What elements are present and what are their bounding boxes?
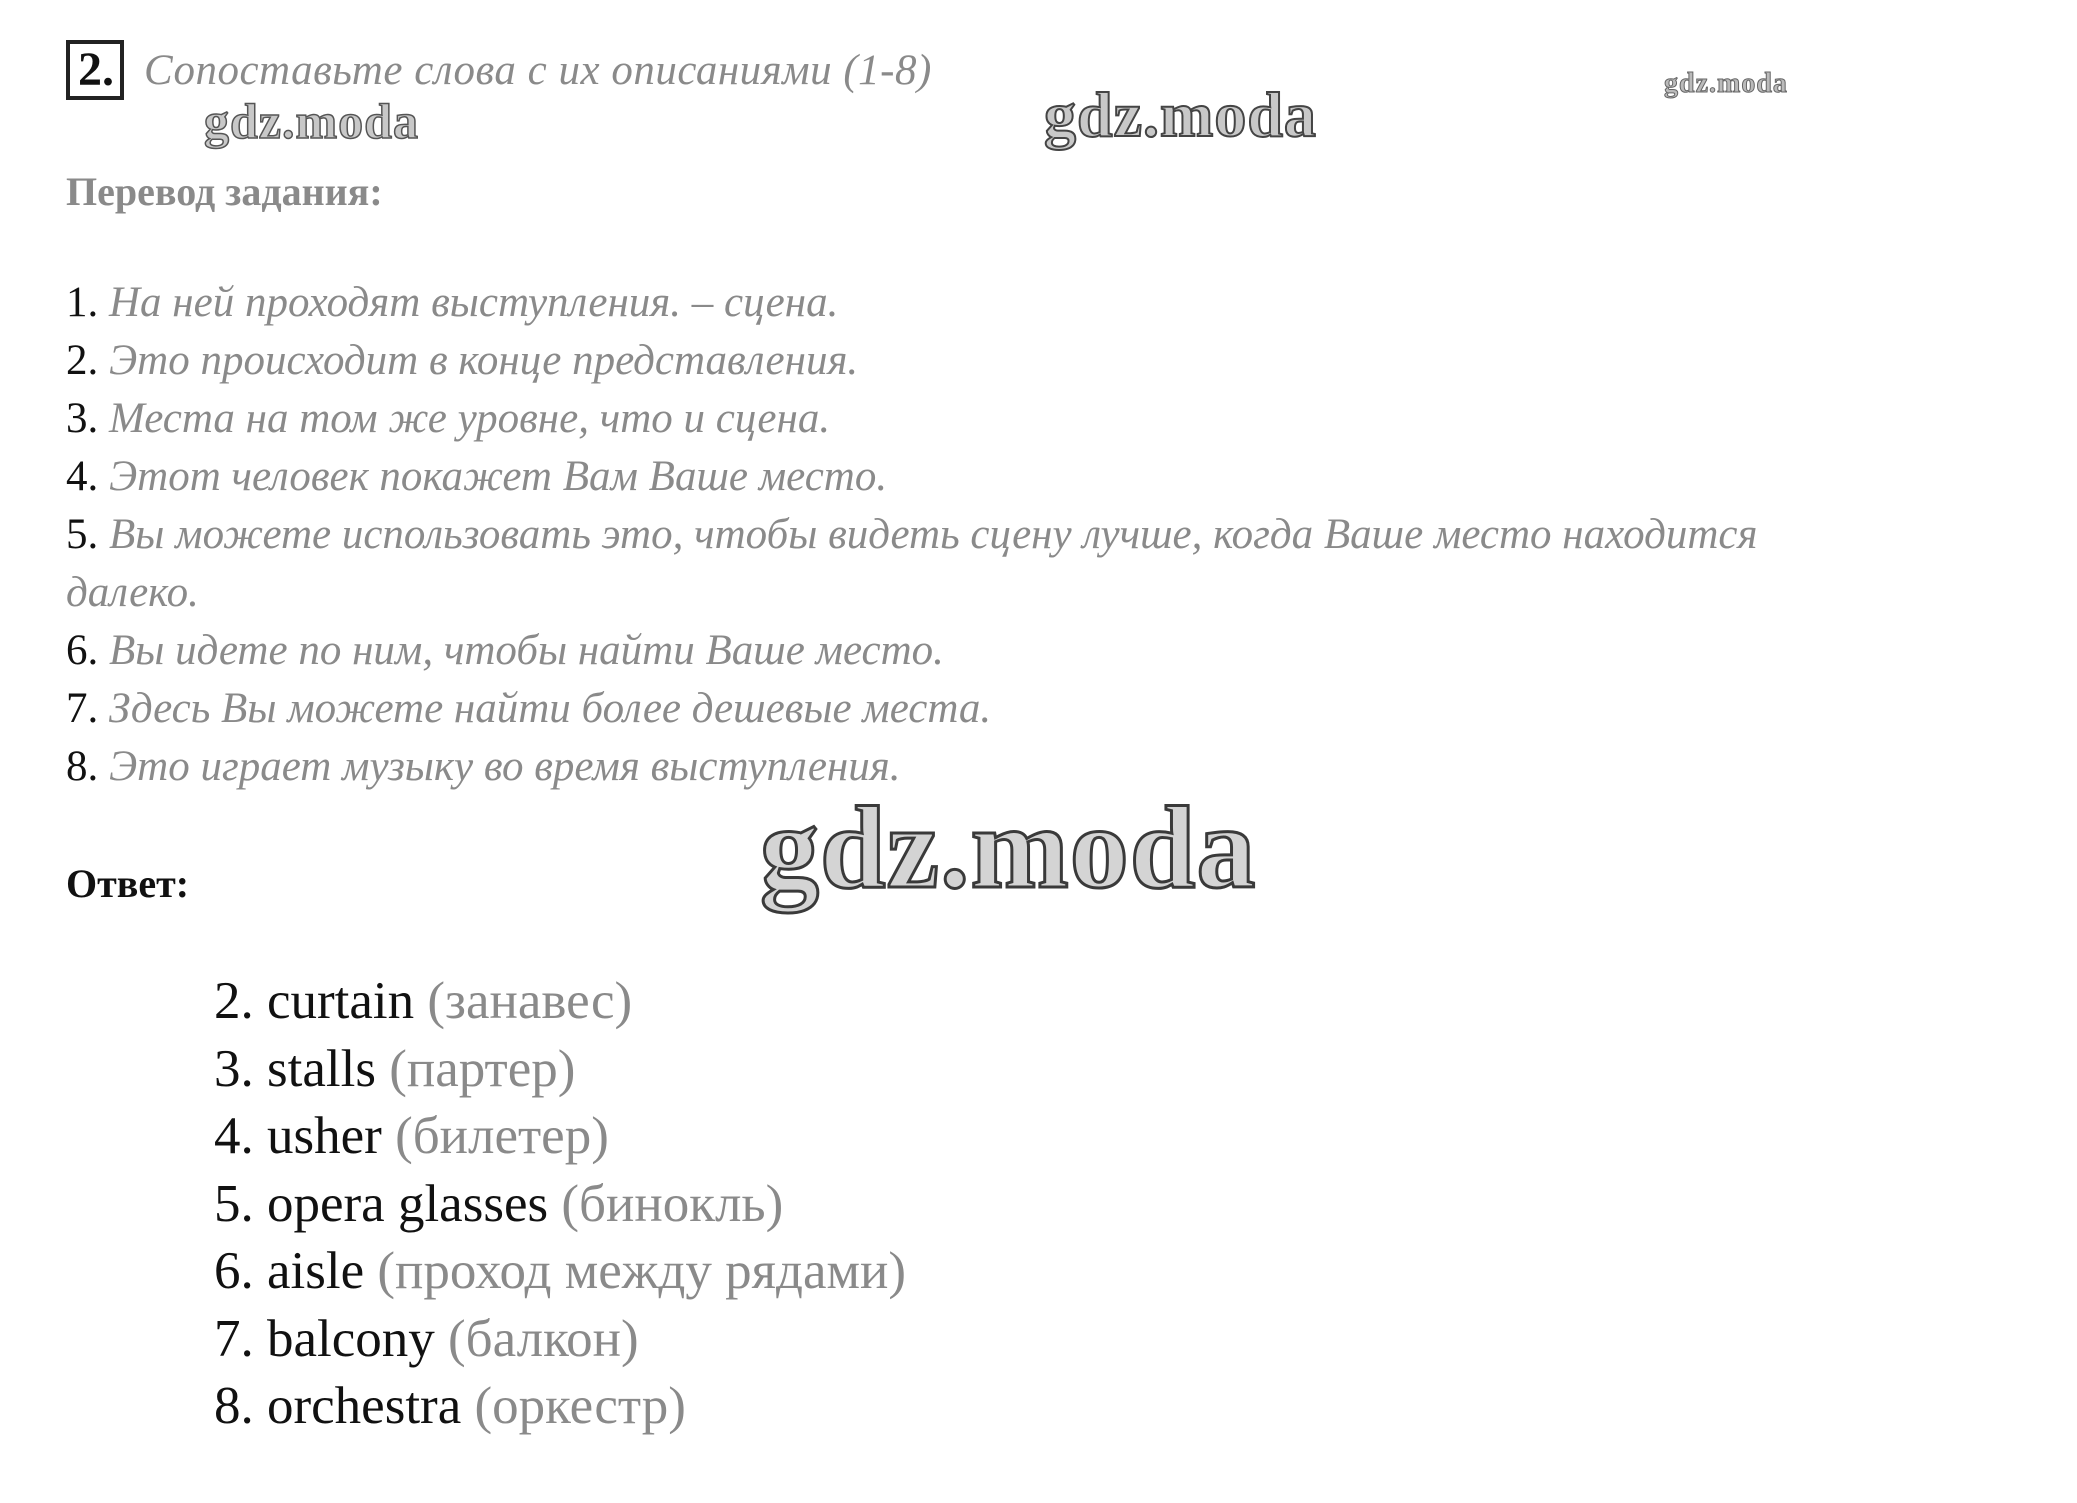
answer-word: aisle [267, 1242, 365, 1300]
answer-item [214, 1103, 906, 1171]
answer-number: 8. [214, 1377, 254, 1435]
item-text: Вы идете по ним, чтобы найти Ваше место. [109, 627, 944, 674]
translation-item [66, 448, 1826, 506]
item-text: Вы можете использовать это, чтобы видеть сцену лучше, когда Ваше место находится далеко. [66, 511, 1758, 616]
translation-item [66, 680, 1826, 738]
translation-item [66, 622, 1826, 680]
task-number-box: 2. [66, 40, 124, 100]
watermark-logo: gdz.moda [760, 782, 1257, 913]
answer-translation: (бинокль) [561, 1174, 784, 1233]
item-text: Это происходит в конце представления. [109, 337, 859, 384]
watermark-logo: gdz.moda [1664, 68, 1788, 99]
answer-translation: (балкон) [448, 1309, 639, 1368]
answer-translation: (оркестр) [474, 1377, 686, 1435]
answer-list [214, 968, 906, 1441]
answer-number: 7. [214, 1309, 254, 1368]
item-text: Здесь Вы можете найти более дешевые места. [109, 685, 992, 732]
answer-item [214, 1036, 906, 1104]
translation-item [66, 274, 1826, 332]
item-text: Этот человек покажет Вам Ваше место. [109, 453, 888, 500]
item-text: Места на том же уровне, что и сцена. [109, 395, 831, 442]
item-number: 8. [66, 743, 99, 790]
item-text: На ней проходят выступления. – сцена. [109, 279, 839, 326]
item-number: 4. [66, 453, 99, 500]
answer-number: 6. [214, 1242, 254, 1300]
answer-item [214, 968, 906, 1036]
translation-item [66, 390, 1826, 448]
answer-translation: (занавес) [427, 972, 633, 1030]
watermark-logo: gdz.moda [1044, 79, 1317, 150]
translation-item [66, 506, 1826, 622]
answer-word: curtain [267, 972, 415, 1030]
item-number: 3. [66, 395, 99, 442]
answer-number: 3. [214, 1039, 254, 1098]
answer-word: orchestra [267, 1377, 462, 1435]
task-header [66, 40, 932, 100]
answer-translation: (билетер) [395, 1107, 609, 1165]
item-text: Это играет музыку во время выступления. [109, 743, 901, 790]
item-number: 1. [66, 279, 99, 326]
item-number: 7. [66, 685, 99, 732]
item-number: 6. [66, 627, 99, 674]
answer-translation: (партер) [389, 1039, 576, 1098]
answer-translation: (проход между рядами) [377, 1242, 907, 1300]
item-number: 5. [66, 511, 99, 558]
answer-item [214, 1238, 906, 1306]
answer-number: 2. [214, 972, 254, 1030]
translation-item [66, 332, 1826, 390]
answer-item [214, 1306, 906, 1374]
translation-heading: Перевод задания: [66, 169, 383, 214]
answer-item [214, 1171, 906, 1239]
answer-word: opera glasses [267, 1174, 549, 1233]
answer-word: stalls [267, 1039, 376, 1098]
answer-word: balcony [267, 1309, 435, 1368]
answer-number: 5. [214, 1174, 254, 1233]
answer-heading: Ответ: [66, 861, 190, 906]
task-title: Сопоставьте слова с их описаниями (1-8) [144, 46, 932, 94]
item-number: 2. [66, 337, 99, 384]
watermark-logo: gdz.moda [204, 93, 419, 149]
answer-number: 4. [214, 1107, 254, 1165]
translation-list [66, 274, 1826, 796]
answer-item [214, 1373, 906, 1441]
answer-word: usher [267, 1107, 382, 1165]
